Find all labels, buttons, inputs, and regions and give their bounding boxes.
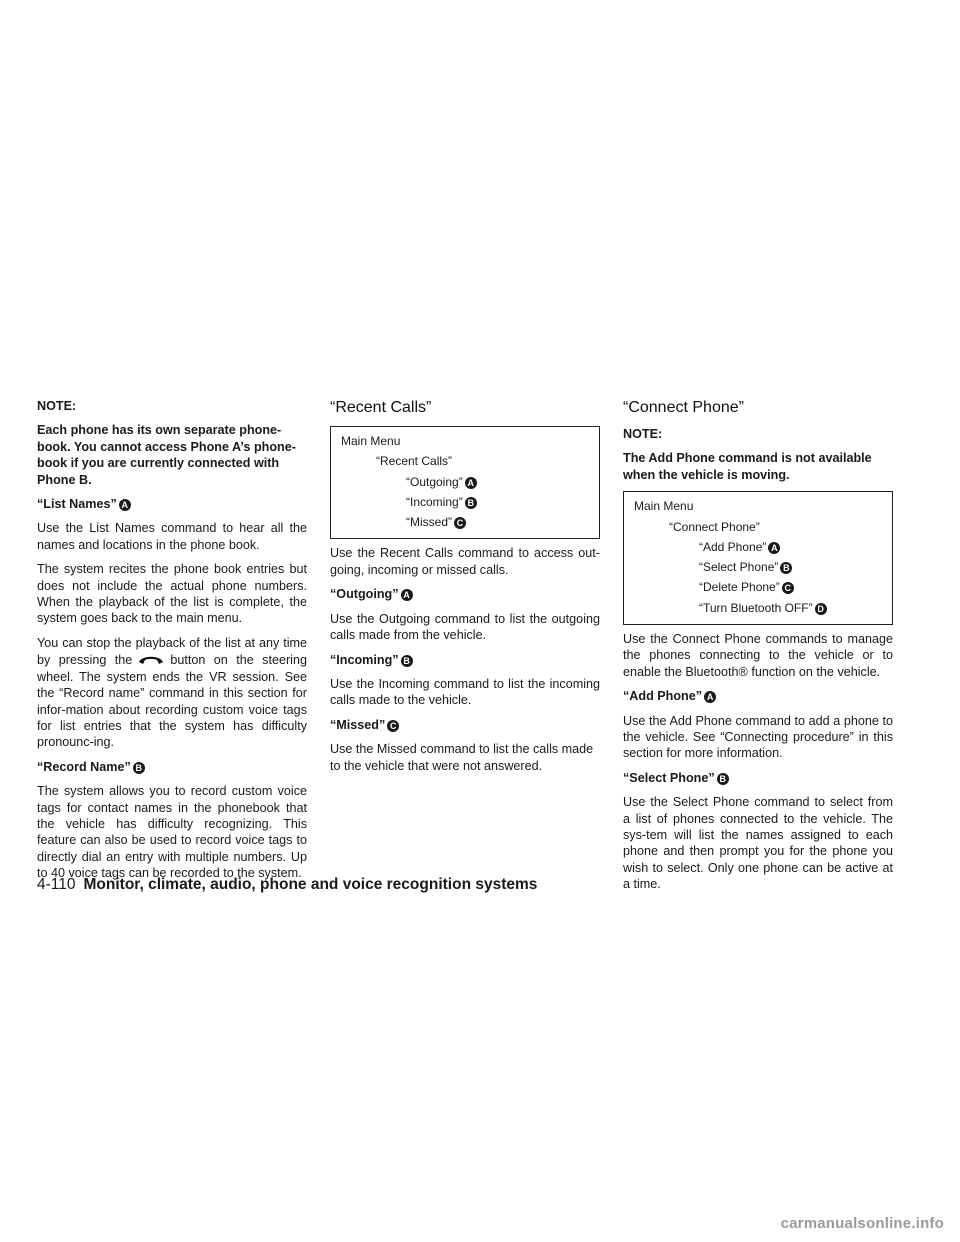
menu-item-label: “Delete Phone” bbox=[699, 580, 780, 595]
page-footer bbox=[37, 876, 537, 894]
missed-heading-text: “Missed” bbox=[330, 717, 386, 732]
outgoing-heading-text: “Outgoing” bbox=[330, 587, 399, 602]
record-name-paragraph: The system allows you to record custom voice tags for contact names in the phonebook that the vehicle has difficulty recognizing. This feature can also be used to record voice tags to directly dial an entry with multiple numbers. Up to 40 voice tags can be recorded to the system. bbox=[37, 784, 307, 881]
menu-item-outgoing bbox=[341, 472, 589, 492]
add-phone-heading bbox=[623, 688, 893, 704]
note-label: NOTE: bbox=[37, 399, 77, 413]
recent-calls-heading: “Recent Calls” bbox=[330, 399, 432, 416]
marker-b-icon: B bbox=[717, 773, 729, 785]
column-1 bbox=[37, 398, 307, 890]
menu-item-turn-bluetooth-off bbox=[634, 598, 882, 618]
select-phone-heading-text: “Select Phone” bbox=[623, 770, 715, 785]
recent-calls-menu-tree bbox=[330, 426, 600, 539]
list-names-heading-text: “List Names” bbox=[37, 497, 117, 512]
menu-item-add-phone bbox=[634, 537, 882, 557]
menu-level1: “Connect Phone” bbox=[669, 519, 760, 534]
menu-item-label: “Add Phone” bbox=[699, 539, 767, 554]
footer-title: Monitor, climate, audio, phone and voice recognition systems bbox=[83, 876, 538, 893]
add-phone-text: Use the Add Phone command to add a phone to the vehicle. See “Connecting procedure” in this section for more information. bbox=[623, 713, 893, 761]
menu-item-incoming bbox=[341, 492, 589, 512]
menu-item-label: “Missed” bbox=[406, 515, 453, 530]
marker-d-icon: D bbox=[815, 603, 827, 615]
connect-phone-intro: Use the Connect Phone commands to manage the phones connecting to the vehicle or to enable the Bluetooth® function on the vehicle. bbox=[623, 632, 893, 679]
record-name-heading-text: “Record Name” bbox=[37, 759, 131, 774]
marker-a-icon: A bbox=[704, 691, 716, 703]
add-phone-heading-text: “Add Phone” bbox=[623, 689, 703, 704]
incoming-heading-text: “Incoming” bbox=[330, 652, 399, 667]
list-names-paragraph-3a: You can stop the playback of the list at any time by pressing the bbox=[37, 635, 307, 668]
connect-phone-menu-tree bbox=[623, 491, 893, 625]
note-label: NOTE: bbox=[623, 427, 663, 441]
outgoing-heading bbox=[330, 586, 600, 602]
menu-level1: “Recent Calls” bbox=[376, 454, 453, 469]
list-names-paragraph-2: The system recites the phone book entries but does not include the actual phone numbers. When the playback of the list is complete, the system goes back to the main menu. bbox=[37, 562, 307, 626]
list-names-paragraph-3b: button on the steering wheel. The system ends the VR session. See the “Record name” command in this section for infor-mation about recording custom voice tags for list entries that the system has difficulty pronounc-ing. bbox=[37, 653, 307, 750]
incoming-heading bbox=[330, 652, 600, 668]
hang-up-phone-icon bbox=[136, 651, 166, 667]
marker-c-icon: C bbox=[782, 582, 794, 594]
marker-c-icon: C bbox=[387, 720, 399, 732]
marker-a-icon: A bbox=[465, 477, 477, 489]
select-phone-text: Use the Select Phone command to select from a list of phones connected to the vehicle. The sys-tem will list the names assigned to each phone and then prompt you for the phone you wish to select. Only one phone can be active at a time. bbox=[623, 795, 893, 892]
connect-phone-heading: “Connect Phone” bbox=[623, 399, 744, 416]
select-phone-heading bbox=[623, 770, 893, 786]
recent-calls-intro: Use the Recent Calls command to access out-going, incoming or missed calls. bbox=[330, 546, 600, 577]
page-number: 4-110 bbox=[37, 876, 76, 893]
column-3 bbox=[623, 398, 893, 901]
menu-item-label: “Incoming” bbox=[406, 494, 463, 509]
note-text: The Add Phone command is not available when the vehicle is moving. bbox=[623, 451, 872, 482]
marker-a-icon: A bbox=[401, 589, 413, 601]
missed-heading bbox=[330, 717, 600, 733]
missed-text: Use the Missed command to list the calls made to the vehicle that were not answered. bbox=[330, 742, 594, 773]
marker-c-icon: C bbox=[454, 517, 466, 529]
menu-item-label: “Outgoing” bbox=[406, 474, 463, 489]
list-names-paragraph-3 bbox=[37, 635, 307, 751]
menu-item-label: “Select Phone” bbox=[699, 560, 779, 575]
column-2 bbox=[330, 398, 600, 782]
marker-b-icon: B bbox=[780, 562, 792, 574]
list-names-heading bbox=[37, 496, 307, 512]
marker-a-icon: A bbox=[768, 542, 780, 554]
menu-item-delete-phone bbox=[634, 577, 882, 597]
menu-item-select-phone bbox=[634, 557, 882, 577]
marker-b-icon: B bbox=[401, 655, 413, 667]
note-text: Each phone has its own separate phone-book. You cannot access Phone A’s phone-book if you are currently connected with Phone B. bbox=[37, 423, 296, 487]
menu-root: Main Menu bbox=[341, 434, 401, 448]
outgoing-text: Use the Outgoing command to list the outgoing calls made from the vehicle. bbox=[330, 611, 600, 643]
incoming-text: Use the Incoming command to list the incoming calls made to the vehicle. bbox=[330, 676, 600, 708]
record-name-heading bbox=[37, 759, 307, 775]
menu-item-label: “Turn Bluetooth OFF” bbox=[699, 600, 813, 615]
marker-b-icon: B bbox=[465, 497, 477, 509]
marker-a-icon: A bbox=[119, 499, 131, 511]
menu-root: Main Menu bbox=[634, 499, 694, 514]
watermark: carmanualsonline.info bbox=[780, 1215, 944, 1232]
menu-item-missed bbox=[341, 512, 589, 532]
list-names-paragraph-1: Use the List Names command to hear all the names and locations in the phone book. bbox=[37, 521, 307, 552]
marker-b-icon: B bbox=[133, 762, 145, 774]
